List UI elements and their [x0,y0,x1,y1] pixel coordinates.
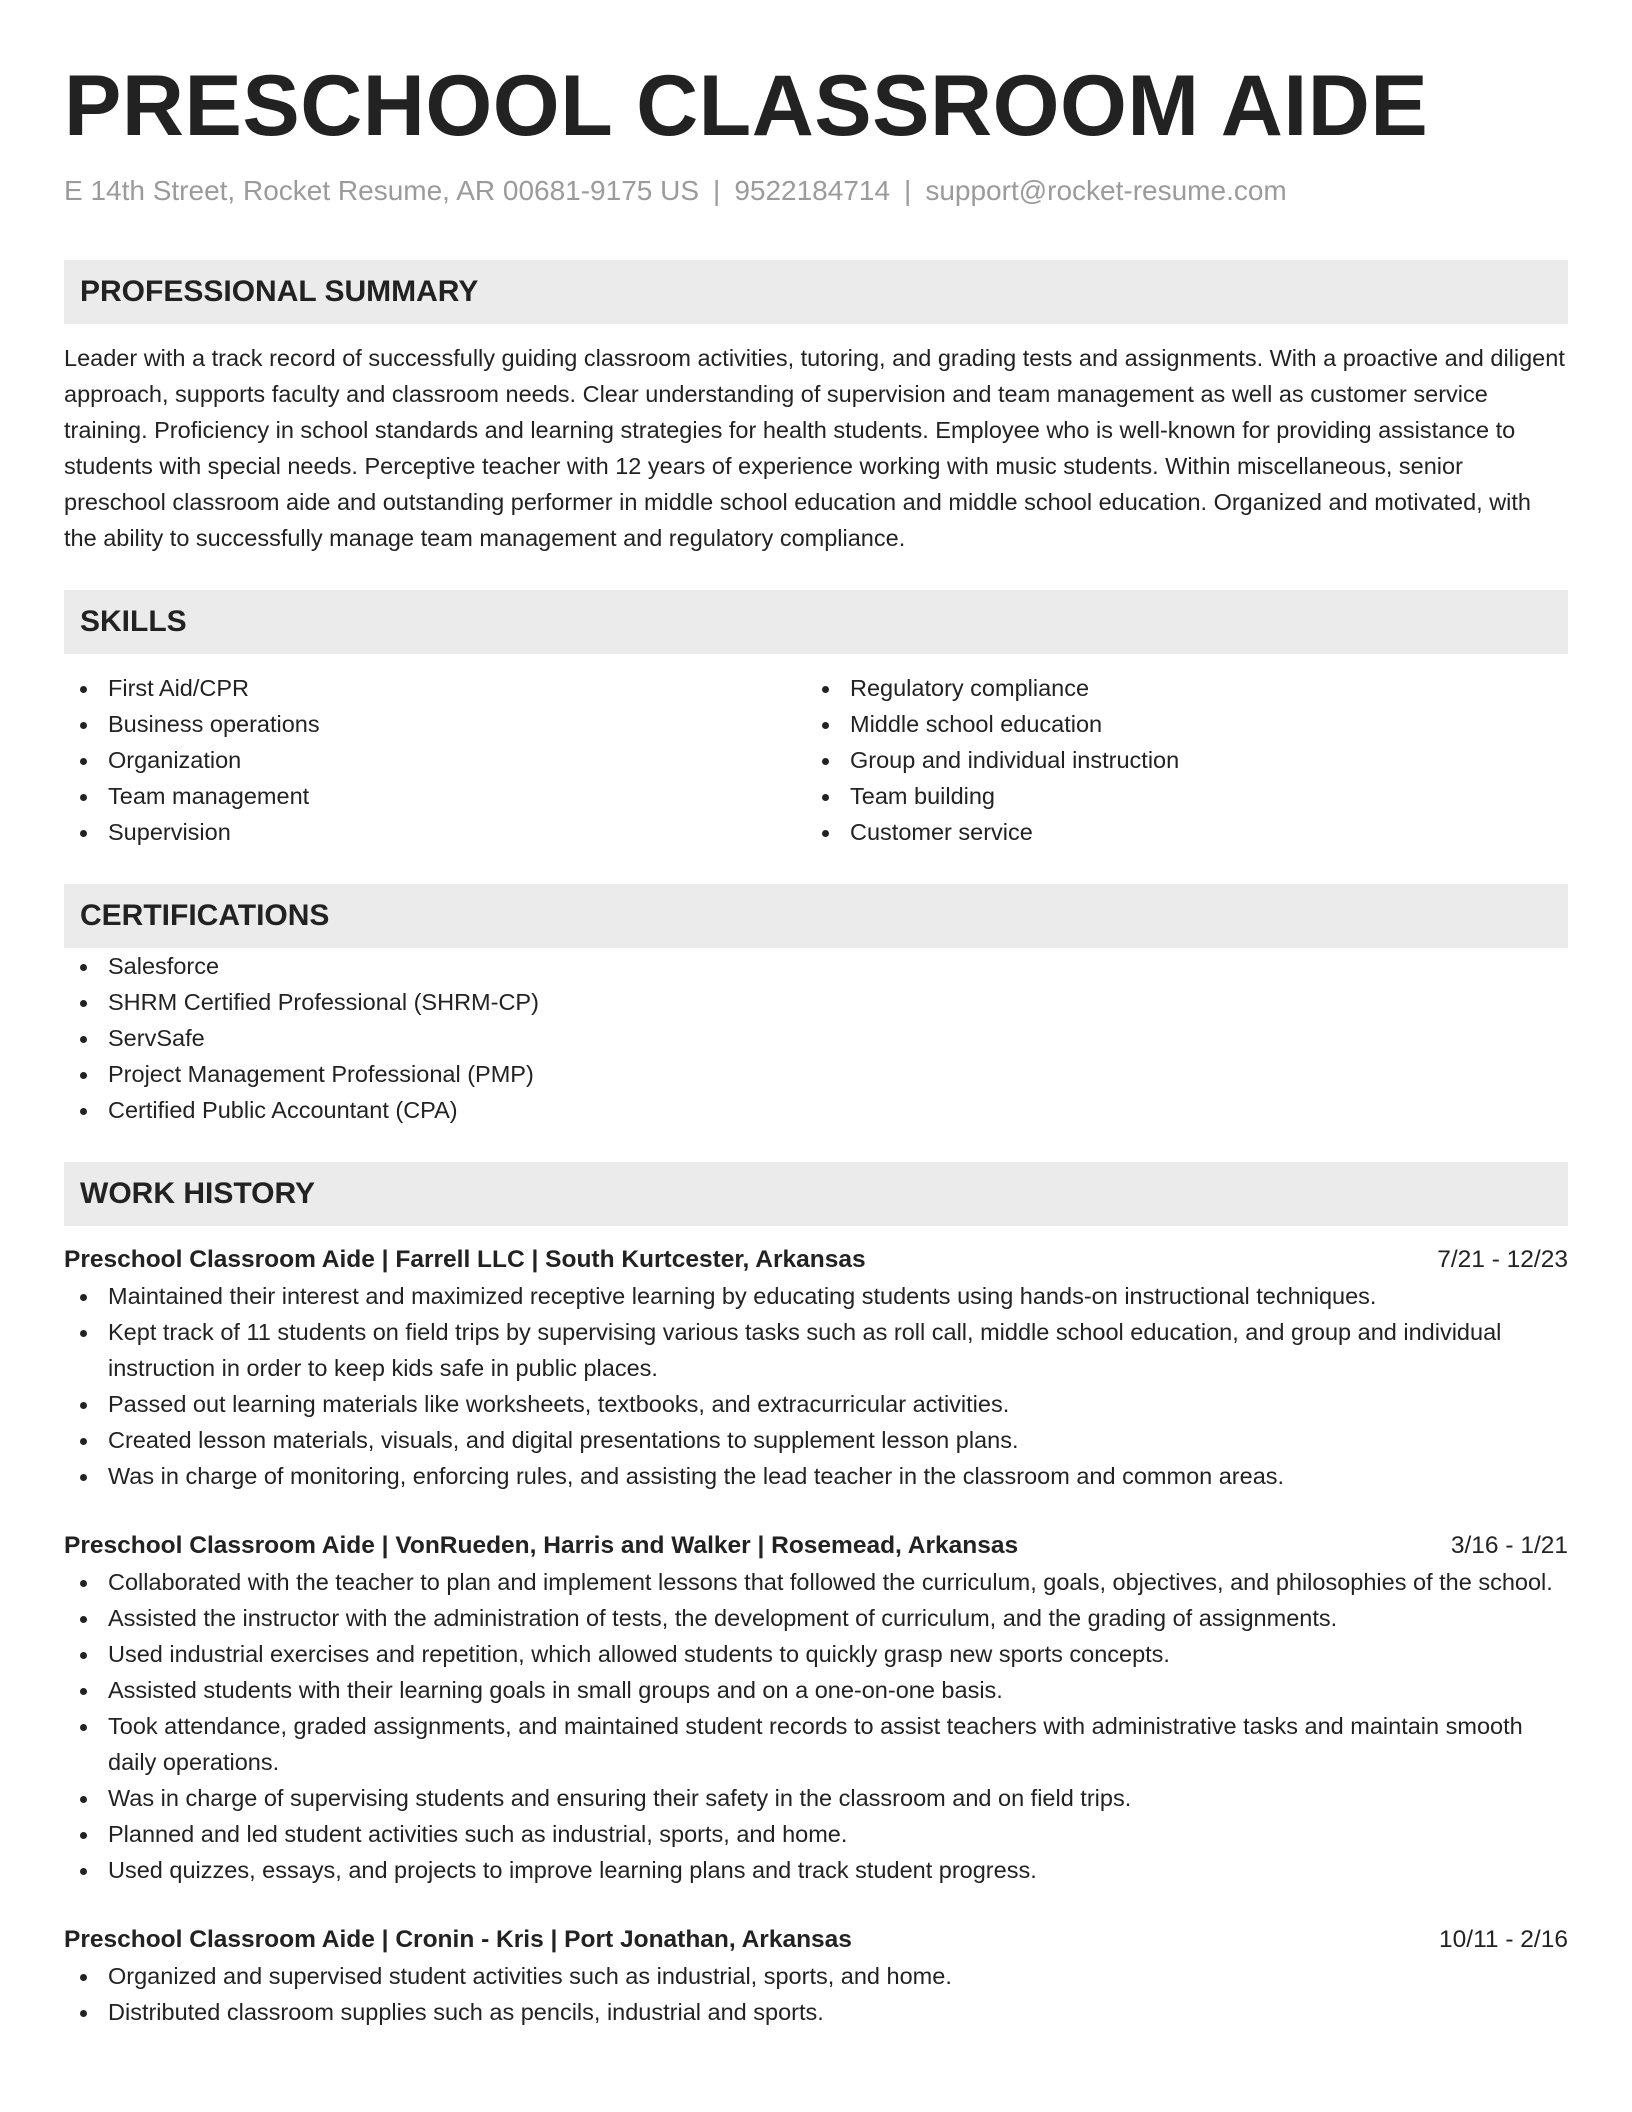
section-header-work-history: WORK HISTORY [64,1162,1568,1226]
job-bullet: Was in charge of monitoring, enforcing rules, and assisting the lead teacher in the classroom and common areas. [64,1458,1568,1494]
contact-separator: | [904,175,912,206]
job-bullet: Assisted the instructor with the administration of tests, the development of curriculum, and the grading of assignments. [64,1600,1568,1636]
skill-item: Business operations [64,706,806,742]
job-heading [64,1922,1568,1958]
job-bullet: Planned and led student activities such as industrial, sports, and home. [64,1816,1568,1852]
job-entry [64,1922,1568,2030]
contact-address: E 14th Street, Rocket Resume, AR 00681-9175 US [64,175,700,206]
skill-item: Customer service [806,814,1548,850]
section-header-certifications: CERTIFICATIONS [64,884,1568,948]
job-dates: 3/16 - 1/21 [1450,1532,1568,1559]
skill-item: Regulatory compliance [806,670,1548,706]
job-bullet: Maintained their interest and maximized receptive learning by educating students using hands-on instructional techniques. [64,1278,1568,1314]
job-bullet: Created lesson materials, visuals, and digital presentations to supplement lesson plans. [64,1422,1568,1458]
summary-text: Leader with a track record of successfully guiding classroom activities, tutoring, and grading tests and assignments. With a proactive and diligent approach, supports faculty and classroom needs. Clear understanding of supervision and team management as well as customer service training. Proficiency in school standards and learning strategies for health students. Employee who is well-known for providing assistance to students with special needs. Perceptive teacher with 12 years of experience working with music students. Within miscellaneous, senior preschool classroom aide and outstanding performer in middle school education and middle school education. Organized and motivated, with the ability to successfully manage team management and regulatory compliance. [64,345,1565,551]
skills-column-right [806,670,1548,850]
skill-item: First Aid/CPR [64,670,806,706]
skill-item: Team building [806,778,1548,814]
skills-column-left [64,670,806,850]
certification-item: Project Management Professional (PMP) [64,1056,1568,1092]
certifications-list [64,948,1568,1128]
job-title: Preschool Classroom Aide | Cronin - Kris | Port Jonathan, Arkansas [64,1926,852,1953]
section-header-professional-summary: PROFESSIONAL SUMMARY [64,260,1568,324]
certification-item: ServSafe [64,1020,1568,1056]
skill-item: Group and individual instruction [806,742,1548,778]
certification-item: Salesforce [64,948,1568,984]
resume-page [64,0,1568,2030]
job-entry [64,1242,1568,1494]
job-bullet: Distributed classroom supplies such as pencils, industrial and sports. [64,1994,1568,2030]
job-entry [64,1528,1568,1888]
job-dates: 7/21 - 12/23 [1437,1246,1568,1273]
section-header-skills: SKILLS [64,590,1568,654]
skill-item: Team management [64,778,806,814]
job-bullet: Organized and supervised student activities such as industrial, sports, and home. [64,1958,1568,1994]
job-bullet: Was in charge of supervising students and ensuring their safety in the classroom and on field trips. [64,1780,1568,1816]
job-bullet: Kept track of 11 students on field trips by supervising various tasks such as roll call, middle school education, and group and individual instruction in order to keep kids safe in public places. [64,1314,1568,1386]
contact-email: support@rocket-resume.com [925,175,1287,206]
certification-item: Certified Public Accountant (CPA) [64,1092,1568,1128]
skill-item: Supervision [64,814,806,850]
job-bullets [64,1958,1568,2030]
job-bullet: Used industrial exercises and repetition, which allowed students to quickly grasp new sports concepts. [64,1636,1568,1672]
job-bullets [64,1564,1568,1888]
job-bullet: Used quizzes, essays, and projects to improve learning plans and track student progress. [64,1852,1568,1888]
contact-line [64,174,1568,208]
contact-separator: | [713,175,721,206]
skill-item: Middle school education [806,706,1548,742]
job-bullet: Took attendance, graded assignments, and maintained student records to assist teachers with administrative tasks and maintain smooth daily operations. [64,1708,1568,1780]
candidate-name: PRESCHOOL CLASSROOM AIDE [64,58,1429,154]
contact-phone: 9522184714 [734,175,891,206]
job-bullet: Assisted students with their learning goals in small groups and on a one-on-one basis. [64,1672,1568,1708]
job-heading [64,1528,1568,1564]
skills-list [64,670,1568,850]
job-title: Preschool Classroom Aide | Farrell LLC | South Kurtcester, Arkansas [64,1246,866,1273]
job-bullets [64,1278,1568,1494]
job-bullet: Passed out learning materials like worksheets, textbooks, and extracurricular activities. [64,1386,1568,1422]
job-heading [64,1242,1568,1278]
job-bullet: Collaborated with the teacher to plan and implement lessons that followed the curriculum, goals, objectives, and philosophies of the school. [64,1564,1568,1600]
certification-item: SHRM Certified Professional (SHRM-CP) [64,984,1568,1020]
job-title: Preschool Classroom Aide | VonRueden, Harris and Walker | Rosemead, Arkansas [64,1532,1019,1559]
skill-item: Organization [64,742,806,778]
job-dates: 10/11 - 2/16 [1439,1926,1568,1953]
